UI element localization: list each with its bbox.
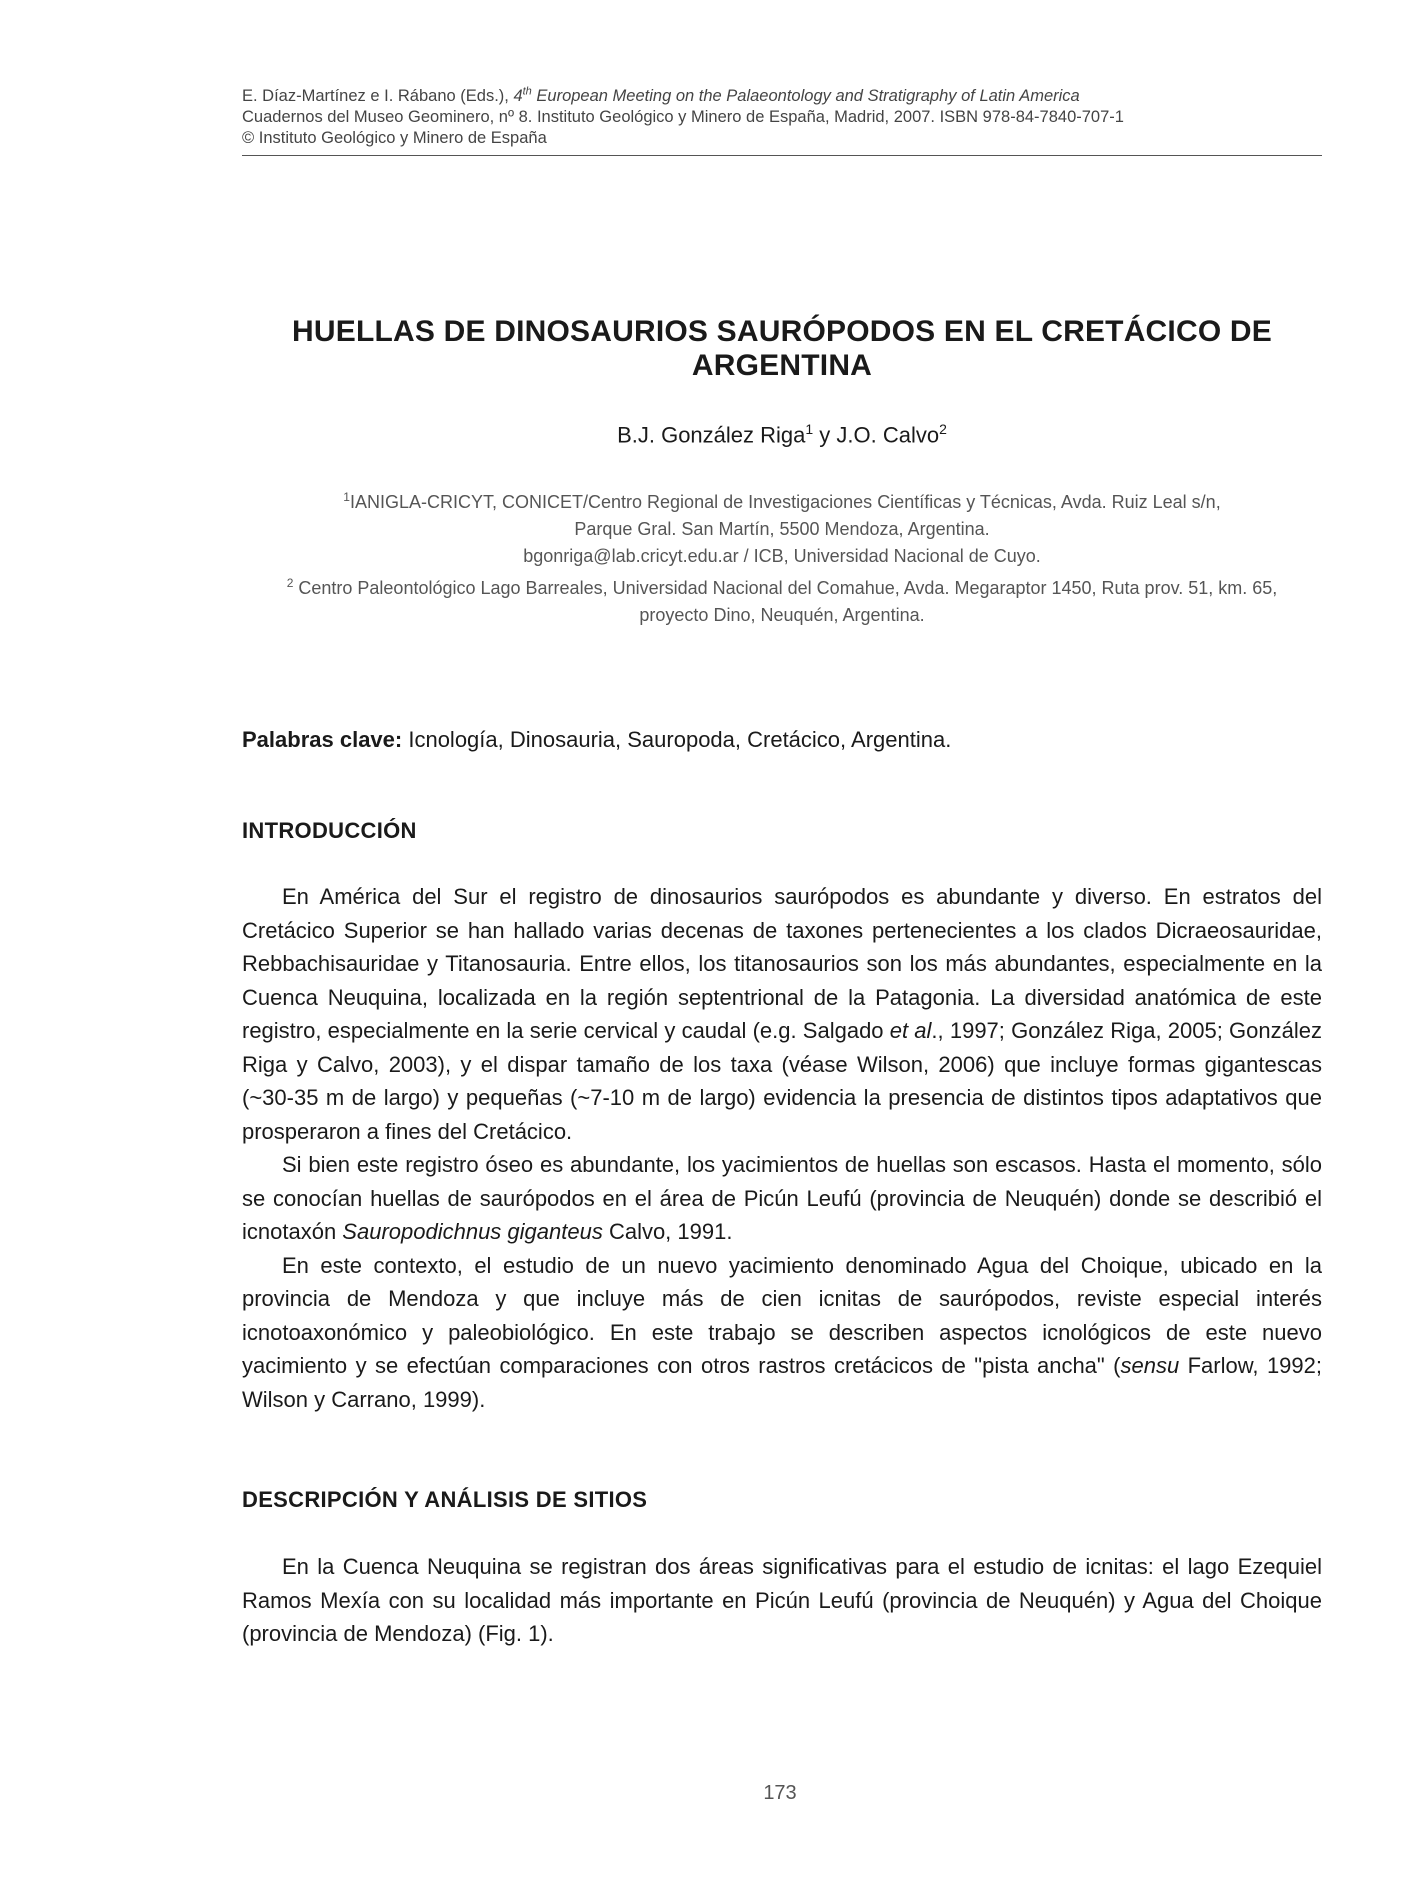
header-copyright-line: © Instituto Geológico y Minero de España <box>242 129 547 147</box>
affiliation-line-5: proyecto Dino, Neuquén, Argentina. <box>639 605 925 625</box>
keywords <box>242 727 1322 753</box>
paper-title: HUELLAS DE DINOSAURIOS SAURÓPODOS EN EL CRETÁCICO DE ARGENTINA <box>292 315 1272 382</box>
author-line: B.J. González Riga$^1$ y J.O. Calvo$^2$ <box>617 421 947 448</box>
intro-paragraph-2: Si bien este registro óseo es abundante, los yacimientos de huellas son escasos. Hasta el momento, sólo se conocían huellas de saurópodos en el área de Picún Leufú (provincia de Neuquén) donde se describió el icnotaxón Sauropodichnus giganteus Calvo, 1991. <box>242 1152 1322 1244</box>
intro-paragraph-1: En América del Sur el registro de dinosaurios saurópodos es abundante y diverso. En estratos del Cretácico Superior se han hallado varias decenas de taxones pertenecientes a los clados Dicraeosauridae, Rebbachisauridae y Titanosauria. Entre ellos, los titanosaurios son los más abundantes, especialmente en la Cuenca Neuquina, localizada en la región septentrional de la Patagonia. La diversidad anatómica de este registro, especialmente en la serie cervical y caudal (e.g. Salgado et al., 1997; González Riga, 2005; González Riga y Calvo, 2003), y el dispar tamaño de los taxa (véase Wilson, 2006) que incluye formas gigantescas (~30-35 m de largo) y pequeñas (~7-10 m de largo) evidencia la presencia de distintos tipos adaptativos que prosperaron a fines del Cretácico. <box>242 884 1322 1144</box>
keywords-text: Icnología, Dinosauria, Sauropoda, Cretácico, Argentina. <box>402 727 952 752</box>
keywords-label: Palabras clave: <box>242 727 403 752</box>
sites-body <box>242 1550 1322 1651</box>
intro-paragraph-3: En este contexto, el estudio de un nuevo yacimiento denominado Agua del Choique, ubicado en la provincia de Mendoza y que incluye más de cien icnitas de saurópodos, reviste especial interés icnotoaxonómico y paleobiológico. En este trabajo se describen aspectos icnológicos de este nuevo yacimiento y se efectúan comparaciones con otros rastros cretácicos de "pista ancha" (sensu Farlow, 1992; Wilson y Carrano, 1999). <box>242 1252 1323 1412</box>
affiliations <box>242 484 1322 629</box>
section-heading-sites: DESCRIPCIÓN Y ANÁLISIS DE SITIOS <box>242 1487 648 1512</box>
header-publication-line: Cuadernos del Museo Geominero, nº 8. Instituto Geológico y Minero de España, Madrid, 2007. ISBN 978-84-7840-707-1 <box>242 108 1124 126</box>
sites-paragraph-1: En la Cuenca Neuquina se registran dos áreas significativas para el estudio de icnitas: el lago Ezequiel Ramos Mexía con su localidad más importante en Picún Leufú (provincia de Neuquén) y Agua del Choique (provincia de Mendoza) (Fig. 1). <box>242 1554 1322 1646</box>
affiliation-line-1: $^1$IANIGLA-CRICYT, CONICET/Centro Regional de Investigaciones Científicas y Técnicas, Avda. Ruiz Leal s/n, <box>343 490 1221 512</box>
affiliation-line-2: Parque Gral. San Martín, 5500 Mendoza, Argentina. <box>574 519 990 539</box>
header-citation-line: E. Díaz-Martínez e I. Rábano (Eds.), 4th European Meeting on the Palaeontology and Stratigraphy of Latin America <box>242 85 1080 105</box>
affiliation-email: bgonriga@lab.cricyt.edu.ar / ICB, Universidad Nacional de Cuyo. <box>523 546 1041 566</box>
section-heading-intro: INTRODUCCIÓN <box>242 818 417 843</box>
intro-body <box>242 880 1322 1416</box>
page-number: 173 <box>763 1782 797 1804</box>
running-header <box>242 86 1322 156</box>
affiliation-line-4: $^2$ Centro Paleontológico Lago Barreales, Universidad Nacional del Comahue, Avda. Megaraptor 1450, Ruta prov. 51, km. 65, <box>286 576 1278 598</box>
